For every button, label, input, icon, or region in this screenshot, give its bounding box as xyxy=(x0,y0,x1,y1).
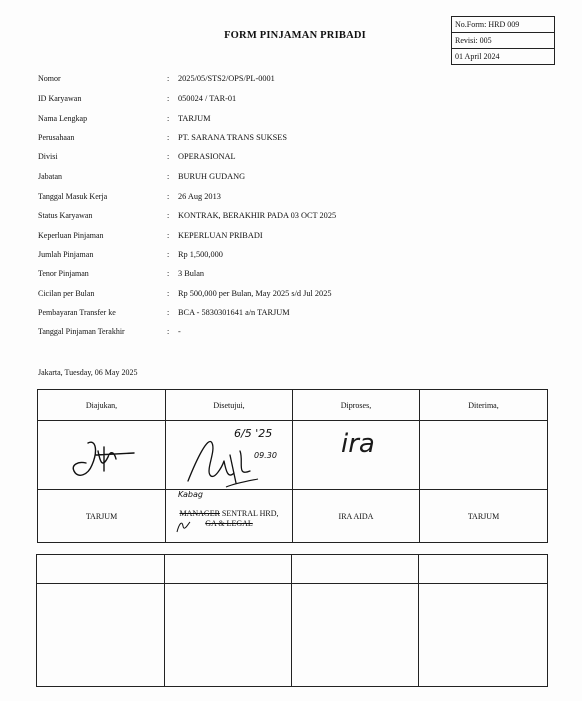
field-row xyxy=(38,170,558,184)
field-value: Rp 500,000 per Bulan, May 2025 s/d Jul 2025 xyxy=(178,289,332,298)
empty-cell xyxy=(292,584,419,687)
header-approved: Disetujui, xyxy=(166,390,293,421)
field-colon: : xyxy=(167,289,170,298)
field-value: BCA - 5830301641 a/n TARJUM xyxy=(178,308,290,317)
approver-hand-note: Kabag xyxy=(178,490,203,499)
field-colon: : xyxy=(167,74,170,83)
field-colon: : xyxy=(167,152,170,161)
field-value: PT. SARANA TRANS SUKSES xyxy=(178,133,287,142)
field-value: Rp 1,500,000 xyxy=(178,250,223,259)
approver-title-line2-struck: GA & LEGAL xyxy=(205,518,253,528)
field-row xyxy=(38,229,558,243)
empty-cell xyxy=(419,584,548,687)
applicant-signature-cell xyxy=(38,421,166,490)
field-value: BURUH GUDANG xyxy=(178,172,246,181)
field-label: Jabatan xyxy=(38,172,62,181)
field-colon: : xyxy=(167,269,170,278)
field-value: OPERASIONAL xyxy=(178,152,236,161)
empty-table xyxy=(36,554,548,687)
field-label: Nama Lengkap xyxy=(38,114,88,123)
field-colon: : xyxy=(167,308,170,317)
field-label: Nomor xyxy=(38,74,61,83)
field-label: Keperluan Pinjaman xyxy=(38,231,104,240)
form-title: FORM PINJAMAN PRIBADI xyxy=(224,30,366,41)
field-row xyxy=(38,131,558,145)
field-row xyxy=(38,306,558,320)
processor-signature-cell xyxy=(293,421,420,490)
field-label: Tanggal Masuk Kerja xyxy=(38,192,108,201)
approval-time-note: 09.30 xyxy=(254,451,277,460)
field-row xyxy=(38,287,558,301)
approver-initial-mark xyxy=(174,518,194,536)
applicant-name: TARJUM xyxy=(38,490,166,543)
field-value: TARJUM xyxy=(178,114,211,123)
empty-cell xyxy=(419,555,548,584)
empty-cell xyxy=(165,584,292,687)
signature-table xyxy=(37,389,548,543)
field-value: 3 Bulan xyxy=(178,269,205,278)
field-colon: : xyxy=(167,211,170,220)
field-label: Status Karyawan xyxy=(38,211,93,220)
approver-title-line xyxy=(166,509,292,518)
field-value: - xyxy=(178,327,181,336)
field-colon: : xyxy=(167,192,170,201)
field-label: Jumlah Pinjaman xyxy=(38,250,94,259)
field-colon: : xyxy=(167,172,170,181)
field-label: Cicilan per Bulan xyxy=(38,289,95,298)
approval-date-note: 6/5 '25 xyxy=(234,427,273,440)
field-colon: : xyxy=(167,250,170,259)
form-number: No.Form: HRD 009 xyxy=(452,17,554,33)
field-value: KONTRAK, BERAKHIR PADA 03 OCT 2025 xyxy=(178,211,337,220)
field-row xyxy=(38,72,558,86)
field-colon: : xyxy=(167,231,170,240)
field-value: KEPERLUAN PRIBADI xyxy=(178,231,263,240)
approver-name-cell xyxy=(166,490,293,543)
empty-cell xyxy=(37,584,165,687)
field-label: ID Karyawan xyxy=(38,94,82,103)
field-label: Pembayaran Transfer ke xyxy=(38,308,116,317)
field-row xyxy=(38,150,558,164)
document-info-box xyxy=(451,16,555,65)
place-and-date: Jakarta, Tuesday, 06 May 2025 xyxy=(38,368,138,377)
header-submitted: Diajukan, xyxy=(38,390,166,421)
empty-cell xyxy=(37,555,165,584)
field-label: Perusahaan xyxy=(38,133,75,142)
applicant-signature xyxy=(38,421,166,489)
field-label: Tenor Pinjaman xyxy=(38,269,89,278)
field-row xyxy=(38,190,558,204)
empty-cell xyxy=(165,555,292,584)
approver-title-struck: MANAGER xyxy=(179,508,220,518)
field-label: Divisi xyxy=(38,152,58,161)
field-colon: : xyxy=(167,327,170,336)
field-row xyxy=(38,248,558,262)
field-row xyxy=(38,325,558,339)
field-value: 2025/05/STS2/OPS/PL-0001 xyxy=(178,74,275,83)
field-colon: : xyxy=(167,94,170,103)
empty-cell xyxy=(292,555,419,584)
processor-signature: ira xyxy=(341,429,375,459)
processor-name: IRA AIDA xyxy=(293,490,420,543)
field-row xyxy=(38,209,558,223)
document-date: 01 April 2024 xyxy=(455,52,500,61)
approver-signature-cell xyxy=(166,421,293,490)
field-row xyxy=(38,112,558,126)
revision-number: Revisi: 005 xyxy=(452,33,554,49)
field-label: Tanggal Pinjaman Terakhir xyxy=(38,327,125,336)
field-value: 050024 / TAR-01 xyxy=(178,94,237,103)
header-received: Diterima, xyxy=(420,390,548,421)
field-colon: : xyxy=(167,114,170,123)
field-colon: : xyxy=(167,133,170,142)
receiver-signature-cell xyxy=(420,421,548,490)
field-row xyxy=(38,267,558,281)
receiver-name: TARJUM xyxy=(420,490,548,543)
header-processed: Diproses, xyxy=(293,390,420,421)
field-row xyxy=(38,92,558,106)
field-value: 26 Aug 2013 xyxy=(178,192,221,201)
approver-title-rest: SENTRAL HRD, xyxy=(219,508,279,518)
